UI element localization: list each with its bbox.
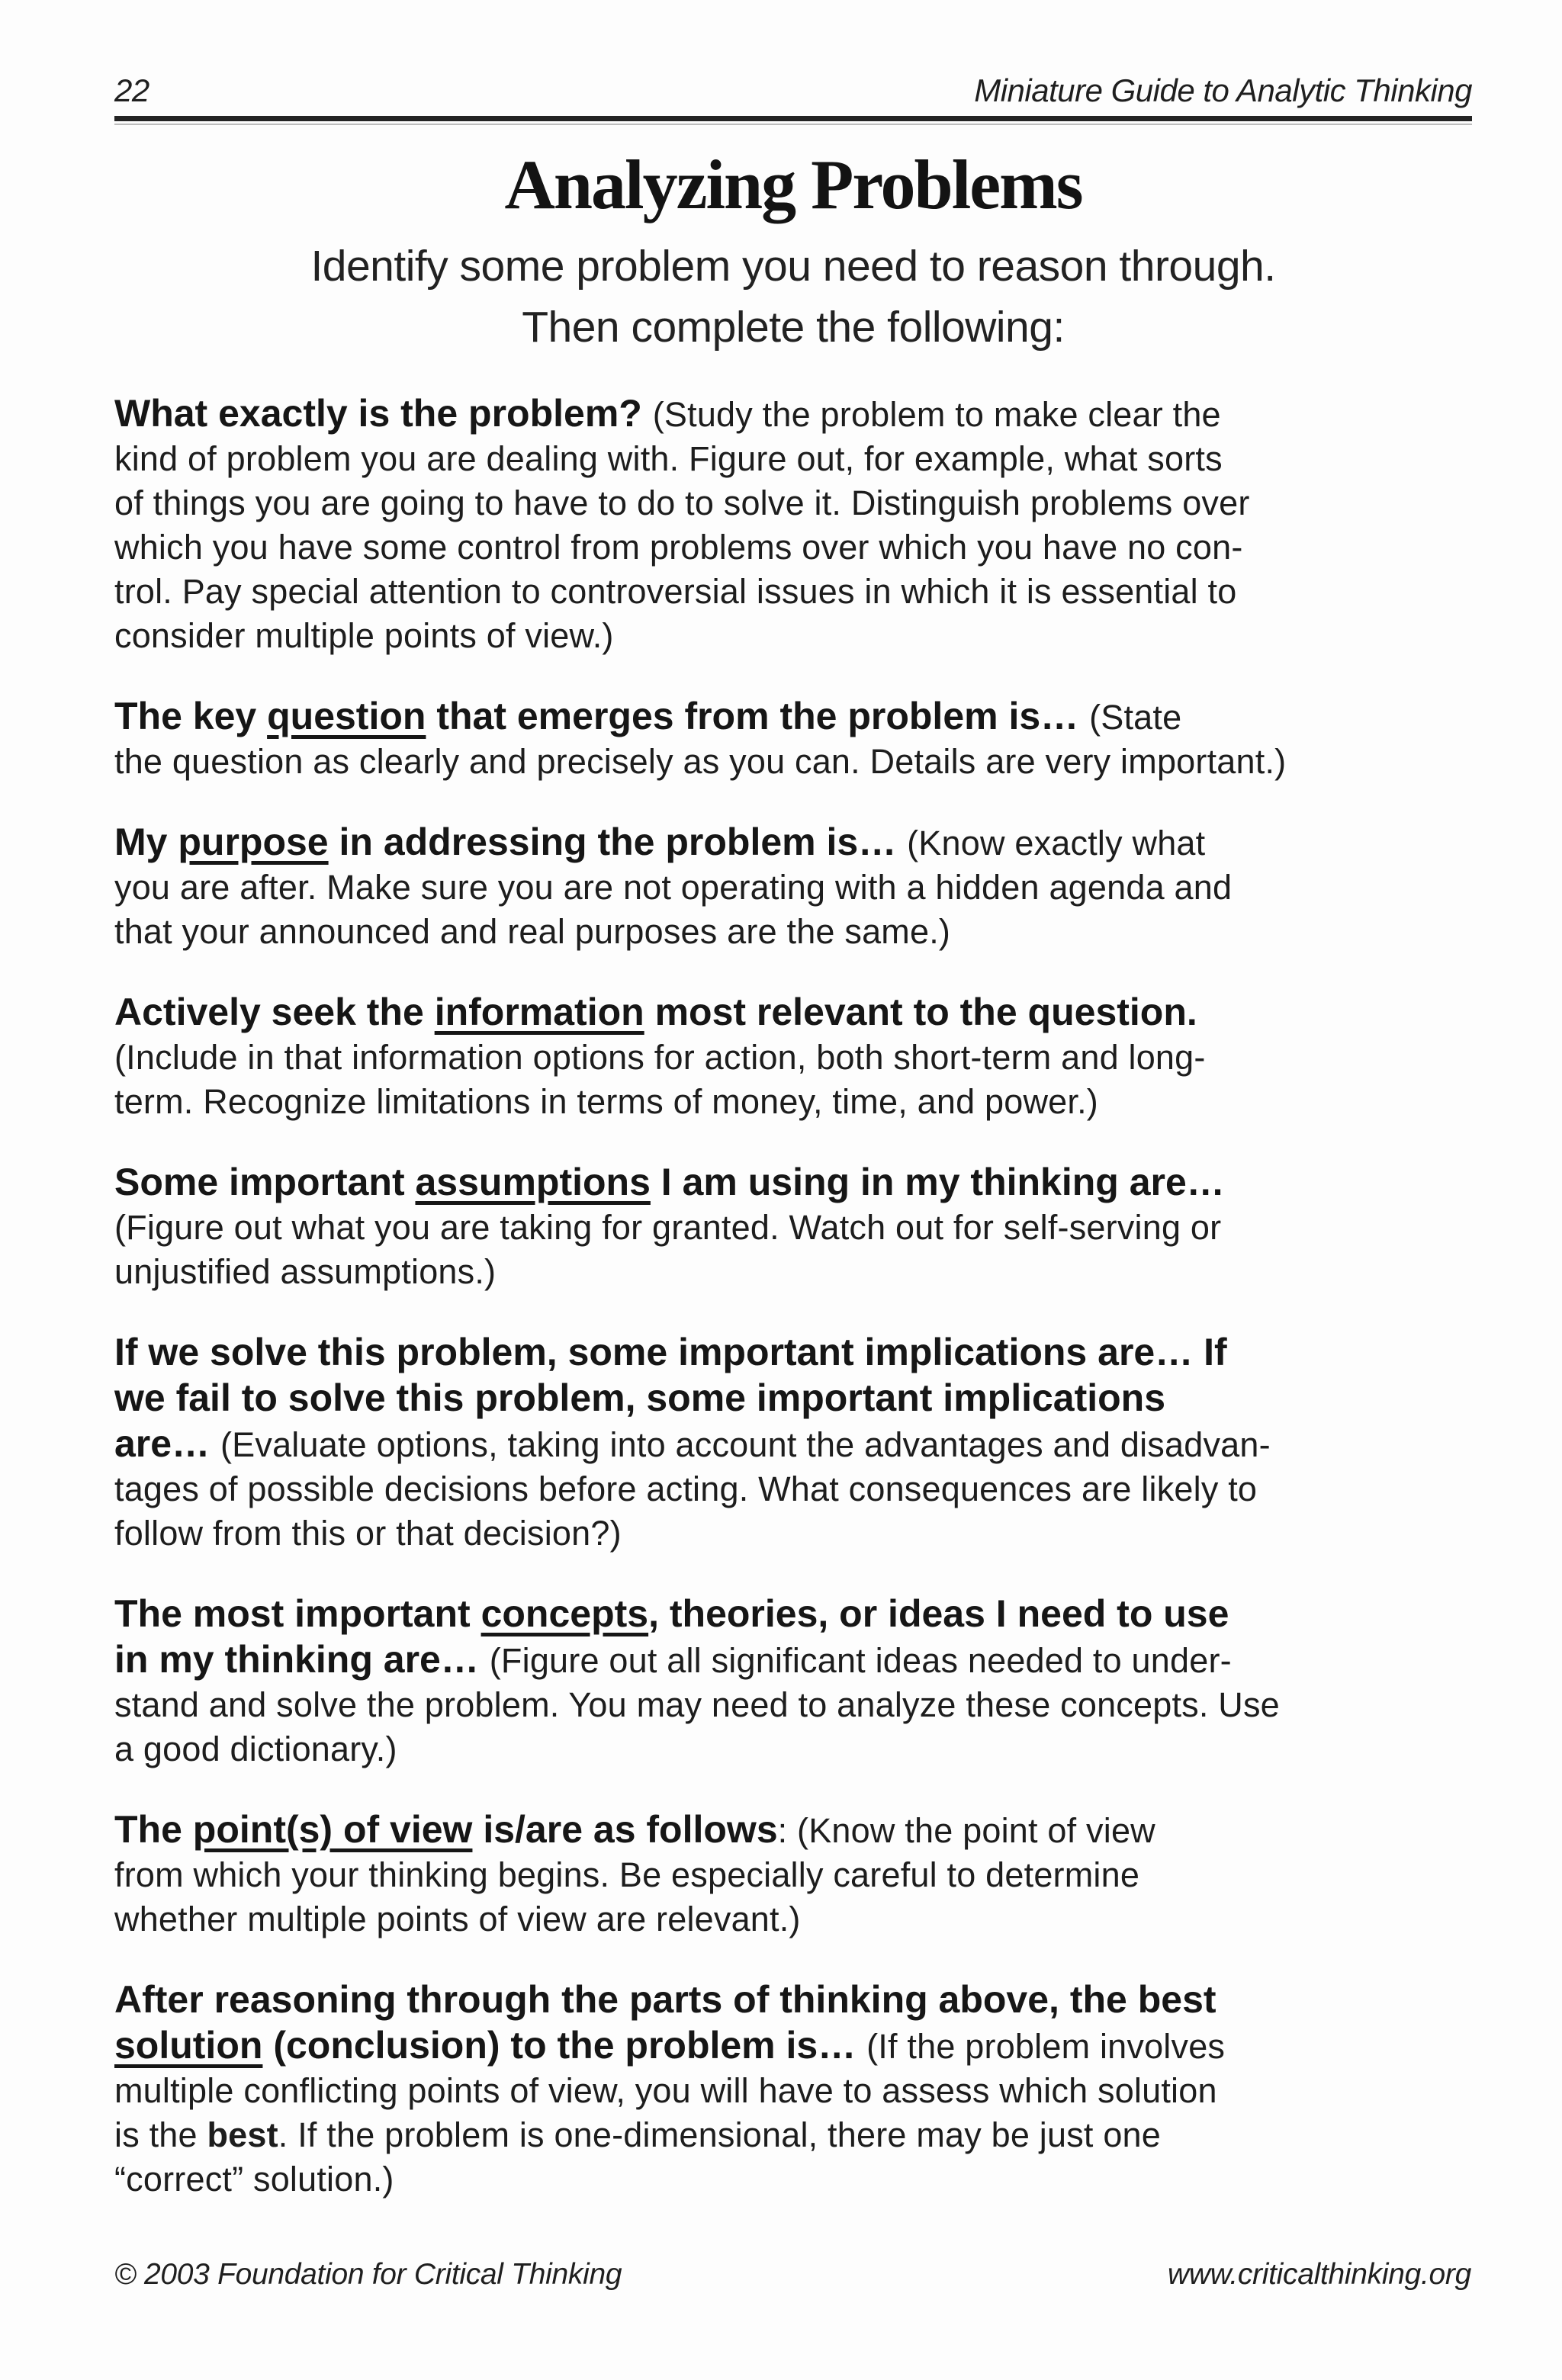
page-footer (114, 2258, 1471, 2292)
paragraph (114, 1977, 1472, 2202)
subtitle-line: Identify some problem you need to reason through. (310, 241, 1276, 291)
divider-thick-line (114, 116, 1472, 121)
text-run: term. Recognize limitations in terms of money, time, and power.) (114, 1081, 1098, 1121)
text-run: “correct” solution.) (114, 2159, 394, 2199)
text-line (114, 866, 1472, 910)
paragraph (114, 990, 1472, 1124)
page-subtitle (114, 236, 1472, 358)
paragraph (114, 694, 1472, 784)
text-run: After reasoning through the parts of thinking above, the best (114, 1977, 1216, 2021)
text-run: that your announced and real purposes are the same.) (114, 911, 951, 951)
text-run: a good dictionary.) (114, 1729, 397, 1768)
text-line (114, 694, 1472, 740)
text-run: , theories, or ideas I need to use (648, 1591, 1229, 1635)
text-run: (Figure out all significant ideas needed to under- (489, 1640, 1232, 1680)
text-line (114, 1511, 1472, 1556)
text-run: The (114, 1807, 193, 1851)
text-run: (If the problem involves (866, 2026, 1226, 2066)
page-header (114, 73, 1472, 108)
text-line (114, 1591, 1472, 1637)
text-run: The most important (114, 1591, 481, 1635)
text-run: . If the problem is one-dimensional, there may be just one (278, 2115, 1162, 2154)
text-line (114, 1727, 1472, 1771)
text-line (114, 1160, 1472, 1206)
text-line (114, 1897, 1472, 1942)
page-number: 22 (114, 72, 149, 108)
text-run: the question as clearly and precisely as you can. Details are very important.) (114, 741, 1287, 781)
text-line (114, 1250, 1472, 1294)
text-run: purpose (178, 820, 329, 863)
text-run: The key (114, 694, 268, 737)
text-line (114, 1977, 1472, 2023)
text-line (114, 1421, 1472, 1467)
text-run: (Study the problem to make clear the (652, 394, 1221, 434)
text-run: in my thinking are… (114, 1637, 490, 1681)
paragraph (114, 820, 1472, 954)
text-run: point(s) of view (192, 1807, 473, 1851)
text-line (114, 1637, 1472, 1683)
divider-thin-line (114, 124, 1472, 125)
text-run: best (207, 2115, 278, 2154)
text-line (114, 2023, 1472, 2069)
text-run: follow from this or that decision?) (114, 1513, 622, 1553)
text-run: in addressing the problem is… (328, 820, 908, 863)
text-line (114, 1036, 1472, 1080)
text-line (114, 2113, 1472, 2157)
text-run: question (267, 694, 426, 737)
text-line (114, 1853, 1472, 1897)
text-run: is the (114, 2115, 207, 2154)
text-run: which you have some control from problems over which you have no con- (114, 527, 1243, 567)
page-title: Analyzing Problems (504, 146, 1082, 224)
text-line (114, 481, 1472, 525)
text-run: I am using in my thinking are… (650, 1160, 1225, 1203)
text-line (114, 525, 1472, 570)
text-run: (Figure out what you are taking for granted. Watch out for self-serving or (114, 1207, 1222, 1247)
text-run: information (434, 990, 644, 1033)
text-line (114, 1683, 1472, 1727)
text-run: consider multiple points of view.) (114, 615, 614, 655)
header-divider (114, 116, 1472, 125)
text-line (114, 1080, 1472, 1124)
text-line (114, 1376, 1472, 1421)
text-line (114, 2157, 1472, 2202)
text-run: (conclusion) to the problem is… (262, 2023, 867, 2067)
text-run: Actively seek the (114, 990, 435, 1033)
text-line (114, 1206, 1472, 1250)
text-line (114, 740, 1472, 784)
text-line (114, 2069, 1472, 2113)
paragraph (114, 1807, 1472, 1942)
text-run: whether multiple points of view are relevant.) (114, 1899, 801, 1938)
book-title: Miniature Guide to Analytic Thinking (974, 72, 1472, 108)
text-line (114, 437, 1472, 481)
text-run: multiple conflicting points of view, you will have to assess which solution (114, 2070, 1217, 2110)
paragraph (114, 1160, 1472, 1294)
text-run: assumptions (415, 1160, 651, 1203)
copyright-text: © 2003 Foundation for Critical Thinking (114, 2258, 622, 2291)
website-text: www.criticalthinking.org (1167, 2258, 1471, 2291)
text-line (114, 614, 1472, 658)
text-line (114, 990, 1472, 1036)
text-run: concepts (480, 1591, 649, 1635)
text-run: that emerges from the problem is… (426, 694, 1090, 737)
body-paragraphs (114, 391, 1472, 2202)
text-run: (Include in that information options for action, both short-term and long- (114, 1037, 1206, 1077)
text-run: stand and solve the problem. You may need to analyze these concepts. Use (114, 1685, 1280, 1724)
text-run: are… (114, 1421, 220, 1465)
text-line (114, 820, 1472, 866)
text-run: What exactly is the problem? (114, 391, 653, 435)
subtitle-line: Then complete the following: (522, 302, 1065, 352)
text-line (114, 570, 1472, 614)
paragraph (114, 391, 1472, 658)
text-run: we fail to solve this problem, some important implications (114, 1376, 1166, 1419)
text-run: trol. Pay special attention to controversial issues in which it is essential to (114, 571, 1237, 611)
text-run: (Know exactly what (907, 823, 1206, 862)
text-run: is/are as follows (472, 1807, 778, 1851)
text-run: unjustified assumptions.) (114, 1251, 497, 1291)
text-run: of things you are going to have to do to solve it. Distinguish problems over (114, 483, 1250, 522)
text-run: from which your thinking begins. Be especially careful to determine (114, 1855, 1140, 1894)
text-run: kind of problem you are dealing with. Figure out, for example, what sorts (114, 438, 1223, 478)
paragraph (114, 1330, 1472, 1556)
text-run: tages of possible decisions before acting. What consequences are likely to (114, 1469, 1258, 1508)
text-run: Some important (114, 1160, 416, 1203)
text-run: solution (114, 2023, 263, 2067)
text-run: (State (1089, 697, 1182, 737)
text-run: most relevant to the question. (644, 990, 1197, 1033)
paragraph (114, 1591, 1472, 1771)
text-line (114, 1807, 1472, 1853)
text-run: : (Know the point of view (777, 1810, 1155, 1850)
text-line (114, 1467, 1472, 1511)
text-line (114, 1330, 1472, 1376)
text-line (114, 391, 1472, 437)
text-run: you are after. Make sure you are not operating with a hidden agenda and (114, 867, 1233, 907)
text-run: My (114, 820, 178, 863)
text-run: If we solve this problem, some important implications are… If (114, 1330, 1227, 1373)
text-line (114, 910, 1472, 954)
text-run: (Evaluate options, taking into account the advantages and disadvan- (220, 1424, 1271, 1464)
